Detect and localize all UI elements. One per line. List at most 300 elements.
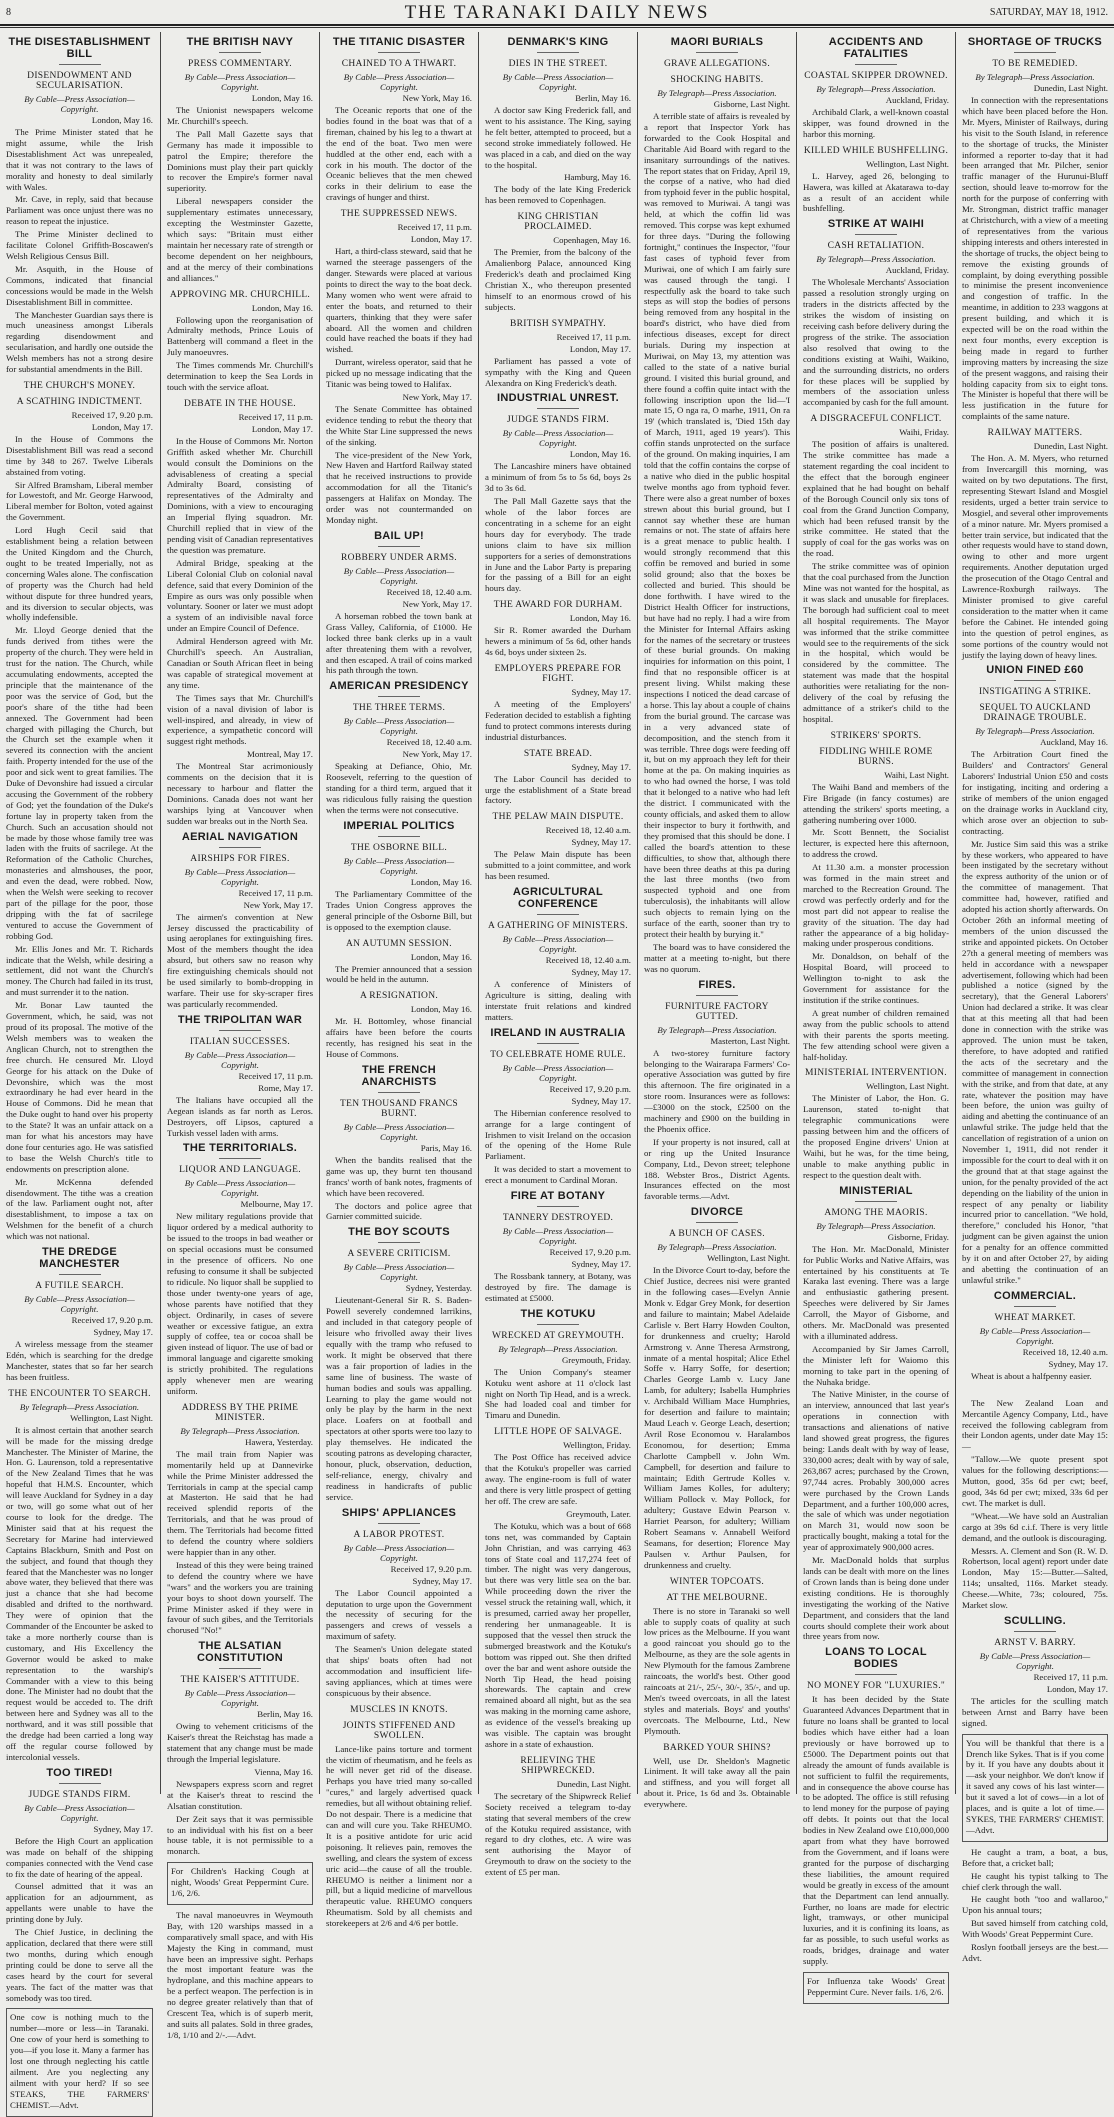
article-dateline: London, May 16. (410, 1004, 472, 1015)
article-paragraph: Mr. Bonar Law taunted the Government, which, he said, was not proud of its proposal. The motive of the Welsh members was to weaken the Anglican Church, not to strengthen the free church. He censured Mr. Lloyd George for his attack on the Duke of Devonshire, which was the most extraordinary he had ever heard in the House of Commons. Did he mean that the Duke ought to hand over his property to the State? It was an unfair attack on a man for what his ancestors may have done four centuries ago. He was satisfied to base the Welsh Church's title to endowments on prescription alone. (6, 1000, 153, 1174)
article-subheading: JUDGE STANDS FIRM. (506, 415, 610, 426)
article-dateline: Rome, May 17. (258, 1082, 313, 1093)
article-paragraph: The Times says that Mr. Churchill's vision of a naval division of labor is well-inspired, and already, in view of experience, a sympathetic concord will suggest right methods. (167, 692, 313, 747)
article-paragraph: The Chief Justice, in declining the application, declared that there were still two months, during which enough printing could be done to serve all the cases heard by the court for several years. The fact of the matter was that somebody was too tired. (6, 1927, 153, 2003)
headline-rule (537, 408, 579, 409)
article-byline: By Cable—Press Association—Copyright. (24, 1294, 135, 1315)
article-subheading: KILLED WHILE BUSHFELLING. (803, 145, 949, 156)
article-byline: By Telegraph—Press Association. (19, 1401, 140, 1412)
article-subheading: DISENDOWMENT AND SECULARISATION. (27, 71, 132, 91)
article-subheading: A DISGRACEFUL CONFLICT. (810, 414, 942, 425)
article-dateline: Wellington, Last Night. (70, 1412, 153, 1423)
headline-rule (378, 546, 420, 547)
article-headline: AERIAL NAVIGATION (181, 830, 299, 843)
article-headline: THE TERRITORIALS. (182, 1142, 298, 1155)
article-paragraph: The Pelaw Main dispute has been submitted to a joint committee, and work has been resumed. (485, 849, 631, 882)
article-paragraph: Lieutenant-General Sir R. S. Baden-Powell severely condemned larrikins, and included in that category people of leisure who frivolled away their lives equally with the tramp who refused to work. It might be observed that there was a fair proportion of ladies in the same line of business. The waste of human bodies and souls was appalling. Learning to play the game would not only be play by the harm in the next place. Loafers on at football and spectators at other sports were too lazy to play themselves. He indicated the scouting patrons as developing character, honour, pluck, observation, deduction, self-reliance, energy, chivalry and readiness in handicrafts of public service. (326, 1295, 472, 1502)
article-dateline: London, May 17. (1046, 1683, 1108, 1694)
article-subheading: WHEAT MARKET. (994, 1312, 1076, 1323)
article-headline: FIRES. (698, 978, 736, 991)
article-paragraph: The New Zealand Loan and Mercantile Agency Company, Ltd., have received the following cablegram from their London agents, under date May 15:— (962, 1397, 1108, 1452)
article-dateline: Copenhagen, May 16. (553, 235, 631, 246)
article-paragraph: If your property is not insured, call at or ring up the United Insurance Company, Ltd., Devon street; telephone 188. Webster Bros., District Agents. Insurances effected on the most favorable terms.—Advt. (644, 1136, 790, 1202)
headline-rule (59, 1274, 101, 1275)
article-paragraph: Mr. Scott Bennett, the Socialist lecturer, is expected here this afternoon, to address the crowd. (803, 827, 949, 860)
headline-rule (696, 52, 738, 53)
article-paragraph: The Lancashire miners have obtained a minimum of from 5s to 5s 6d, boys 2s 3d to 3s 6d. (485, 461, 631, 494)
article-paragraph: Mr. Justice Sim said this was a strike by these workers, who appeared to have been instigated by the secretary without the express authority of the union or of the committee of management. That committee had, however, ratified and adopted his action shortly afterwards. On October 26th an informal meeting of members of the union discussed the strike and appointed pickets. On October 27th a general meeting of members was held in accordance with a newspaper advertisement, following which had been published a notice (signed by the secretary), that the General Laborers' Union had declared a strike. It was clear that at this meeting all that had been done in connection with the strike was approved. The union must be taken, therefore, to have adopted and ratified the acts of the secretary and the committee of management in connection with the strike, and from that date, at any rate, whatever the position may have been before, the union was guilty of aiding and abetting the continuance of an unlawful strike. The judge held that the cancellation of registration of a union on November 1, 1911, did not render it impossible for the court to deal with it on the ground that at that stage against the union, for the penalty provided of the act depending on the liability of the union in respect of any penalty or liability incurred prior to cancellation. "We hold, therefore," concluded his Honor, "that judgment can be given against the union for a penalty for an offence committed by it on and after October 27, by aiding and abetting the continuation of an unlawful strike." (962, 838, 1108, 1285)
article-headline: INDUSTRIAL UNREST. (497, 392, 619, 405)
article-subheading: A SCATHING INDICTMENT. (16, 396, 143, 407)
article-paragraph: There is no store in Taranaki so well able to supply coats of quality at such low prices as the Melbourne. If you want a good raincoat you should go to the Melbourne, as they are the sole agents in New Plymouth for the famous Zambrene raincoats, the world's best. Other good raincoats at 21/-, 25/-, 30/-, 35/-, and up. Men's tweed overcoats, in all the latest styles and materials. Boys' and youths' overcoats. The Melbourne, Ltd., New Plymouth. (644, 1605, 790, 1736)
article-byline: By Cable—Press Association—Copyright. (343, 1121, 455, 1142)
article-paragraph: The Arbitration Court fined the Builders' and Contractors' General Laborers' Industrial Union £50 and costs for instigating, inciting and ordering a strike of members of the union engaged on the drainage works in Auckland city, which arose over an objection to sub-contracting. (962, 749, 1108, 836)
article-headline: AGRICULTURAL CONFERENCE (512, 886, 604, 911)
article-paragraph: Mr. Lloyd George denied that the funds derived from tithes were the property of the church. They were held in trust for the nation. The Church, while accumulating endowments, accepted the principle that the maintenance of the poor was the service of God, but the poor's share of the tithe had been annexed. The Government had been charged with pillaging the Church, but the Church set the example when it severed its connection with the ancient faith. Property intended for the use of the poor and sick went to great families. The Duke of Devonshire had issued a circular accusing the Government of the robbery of God; yet the foundation of the Duke's fortune lay in property taken from the Church. Such an accusation should not be made by those whose family tree was laden with the fruits of sacrilege. At the Reformation of the Catholic Churches, monasteries and almshouses, the poor, and even the dead, were robbed. Now, when the Welsh were seeking to recover part of the pillage for the poor, those dripping with the fat of sacrilege ventured to accuse the Government of robbing God. (6, 625, 153, 941)
article-subheading: AIRSHIPS FOR FIRES. (190, 853, 290, 864)
article-paragraph: The strike committee was of opinion that the coal purchased from the Junction Mine was not wanted for the hospital, as it was slack and unusable for fireplaces. The borough had sufficient coal to meet all hospital requirements. The Mayor was informed that the strike committee would see to the requirements of the sick in the hospital, which would be considered by the committee. The statement was made that the hospital authorities were retaliating for the non-delivery of the coal by refusing the admittance of a striker's child to the hospital. (803, 561, 949, 724)
article-dateline: Received 17, 11 p.m. (238, 887, 313, 898)
article-headline: LOANS TO LOCAL BODIES (825, 1646, 927, 1671)
article-dateline: New York, May 16. (402, 93, 472, 103)
headline-rule (1014, 1631, 1056, 1632)
article-paragraph: A meeting of the Employers' Federation decided to establish a fighting fund to protect commons interests during industrial disturbances. (485, 699, 631, 742)
article-dateline: London, May 17. (410, 234, 472, 245)
article-paragraph: Admiral Henderson agreed with Mr. Churchill's speech. An Australian, Canadian or South African fleet in being was capable of strategical movement at any time. (167, 636, 313, 690)
article-byline: By Cable—Press Association—Copyright. (502, 1226, 614, 1247)
article-headline: FIRE AT BOTANY (510, 1190, 606, 1203)
article-subheading: STRIKERS' SPORTS. (830, 730, 922, 741)
article-dateline: Hamburg, May 16. (564, 172, 631, 183)
article-subheading: A FUTILE SEARCH. (35, 1281, 124, 1292)
article-subheading: RAILWAY MATTERS. (987, 428, 1083, 439)
headline-rule (219, 52, 261, 53)
article-subheading: LITTLE HOPE OF SALVAGE. (494, 1427, 622, 1438)
article-paragraph: A great number of children remained away from the public schools to attend with their parents the sports meeting. The few attending school were given a half-holiday. (803, 1007, 949, 1062)
article-dateline: Berlin, May 16. (257, 1709, 313, 1720)
article-paragraph: A horseman robbed the town bank at Grass Valley, California, of £1000. He locked three bank clerks up in a vault after threatening them with a revolver, and then escaped. A trail of coins marked his path through the town. (326, 610, 472, 676)
article-subheading: MUSCLES IN KNOTS. (350, 1704, 448, 1715)
article-paragraph: The Rossbank tannery, at Botany, was destroyed by fire. The damage is estimated at £5000. (485, 1271, 631, 1303)
article-paragraph: The Pall Mall Gazette says that Germany has made it impossible to patrol the Empire; therefore the Dominions must play their part quickly to recover the Empire's former naval superiority. (167, 128, 313, 194)
article-paragraph: Well, use Dr. Sheldon's Magnetic Liniment. It will take away all the pain and stiffness, and you will forget all about it. Price, 1s 6d and 3s. Obtainable everywhere. (644, 1755, 790, 1810)
article-paragraph: The Wholesale Merchants' Association passed a resolution strongly urging on traders in the districts affected by the strikes the wisdom of insisting on receiving cash before delivery during the progress of the strike. The association also resolved that owing to the conditions existing at Waihi, Waikino, and the surrounding districts, no orders for these places will be supplied by members of the association unless accompanied by cash for the full amount. (803, 277, 950, 408)
headline-rule (59, 64, 101, 65)
article-subheading: THE SUPPRESSED NEWS. (340, 209, 458, 220)
headline-rule (537, 914, 579, 915)
article-subheading: THE KAISER'S ATTITUDE. (180, 1675, 300, 1686)
article-subheading: COASTAL SKIPPER DROWNED. (804, 71, 948, 81)
article-paragraph: New military regulations provide that liquor ordered by a medical authority to be issued to the troops in bad weather or on special occasions must be consumed in the presence of officers. No one refusing to consume it shall be subjected to ridicule. No liquor shall be supplied to those under twenty-one years of age, whose parents have notified that they object. Ordinarily, in cases of severe weather or excessive fatigue, an extra supply of coffee, tea or cocoa shall be given instead of liquor. The use of bad or immoral language and cigarette smoking is strictly prohibited. The regulations apply whenever men are wearing uniform. (167, 1211, 313, 1396)
article-subheading: THE THREE TERMS. (352, 703, 446, 714)
article-paragraph: Owing to vehement criticisms of the Kaiser's threat the Reichstag has made a statement that any change must be made through the Imperial legislature. (167, 1721, 313, 1764)
article-paragraph: Roslyn football jerseys are the best.—Advt. (962, 1942, 1108, 1963)
masthead-rule (0, 27, 1114, 28)
article-headline: SCULLING. (1004, 1614, 1066, 1627)
article-byline: By Telegraph—Press Association. (816, 254, 936, 265)
article-subheading: APPROVING MR. CHURCHILL. (169, 289, 311, 300)
column-4 (478, 32, 637, 1878)
article-paragraph: A terrible state of affairs is revealed by a report that Inspector York has forwarded to the Cook Hospital and Charitable Aid Board with regard to the insanitary surroundings of the natives. The report states that on Friday, April 19, the corpse of a native, who had died from typhoid fever in the public hospital, was removed to Muriwai. A tangi was held, at which the coffin lid was removed. This corpse was kept exhumed for three days. "During the following fortnight," continues the Inspector, "four fast cases of typhoid fever from Muriwai, one of which I am fairly sure was caused through the tangi. I respectfully ask the board to take such steps as will stop the bodies of persons being removed from any hospital in the board's district, who have died from infectious diseases, except for direct burials. During my inspection at Muriwai, on May 13, my attention was called to the state of a native burial ground. I visited this burial ground, and there found a coffin quite intact with the following inscription upon the lid—'I mate 15, O nga ra, O marhe, 1911, On ra 19' (which translated is, 'Died 15th day of March, 1911, aged 19 years'). This coffin stands unprotected on the surface of the ground. On making inquiries, I am told that the coffin contains the corpse of a native who died in the public hospital twelve months ago from typhoid fever. There were also a great number of boxes strewn about this burial ground, but I cannot say whether these are human remains or not. The state of affairs here is a great menace to public health. I would strongly recommend that this coffin be removed and buried in some solid ground; also that the boxes be collected and buried. This should be done forthwith. I have wired to the District Health Officer for instructions, but have had no reply. I had a wire from the Minister for Internal Affairs asking for the names of the secretary or trustees of these burial grounds. On making inquiries for information on this point, I find that no responsible officer is at present living. Whilst making these inspections I noticed the dead carcase of a horse. This lay about a couple of chains from the burial ground. The carcase was in a very advanced state of decomposition, and the stench from it was terrible. Three dogs were feeding off it, but on my approach they left for their home at the pa. On making inquiries as to who had owned the horse, I was told that it belonged to a native who had left the district. I communicated with the county officials, and asked them to allow their inspector to bury it forthwith, and they promised that this should be done. I called the board's attention to these difficulties, to show that, although there have been three deaths at this pa during the last three months (two from suspected typhoid and one from tuberculosis), the inhabitants will allow such objects to remain lying on the surface of the earth, sooner than try to protect their health by burying it." (644, 111, 790, 939)
article-byline: By Cable—Press Association—Copyright. (184, 72, 296, 92)
article-paragraph: The Hon. Mr. MacDonald, Minister for Public Works and Native Affairs, was entertained by his constituents at Te Karaka last evening. There was a large and enthusiastic gathering present. Speeches were delivered by Sir James Carroll, the Mayor of Gisborne, and others. Mr. MacDonald was presented with a illuminated address. (803, 1243, 949, 1341)
article-subheading: AMONG THE MAORIS. (824, 1207, 928, 1218)
article-paragraph: The doctors and police agree that Garnier committed suicide. (326, 1200, 472, 1222)
article-paragraph: The Prime Minister declined to facilitate Colonel Griffith-Boscawen's Welsh Religious Census Bill. (6, 229, 153, 261)
article-subheading: INSTIGATING A STRIKE. (978, 687, 1092, 698)
article-subheading: PRESS COMMENTARY. (188, 59, 292, 69)
article-paragraph: The Post Office has received advice that the Kotuku's propeller was carried away. The engine-room is full of water and there is very little prospect of getting her off. The crew are safe. (485, 1452, 631, 1506)
article-headline: THE DISESTABLISHMENT BILL (8, 36, 151, 60)
article-subheading: WINTER TOPCOATS. (669, 1576, 765, 1587)
headline-rule (1014, 680, 1056, 681)
article-dateline: London, May 16. (91, 115, 153, 125)
article-paragraph: Sir R. Romer awarded the Durham hewers a minimum of 5s 6d, other hands 4s 6d, boys under sixteen 2s. (485, 625, 631, 658)
headline-rule (696, 995, 738, 996)
article-paragraph: The Labor Council has decided to urge the establishment of a State bread factory. (485, 773, 631, 806)
article-headline: ACCIDENTS AND FATALITIES (828, 36, 924, 60)
article-headline: THE BRITISH NAVY (186, 36, 294, 48)
article-paragraph: He caught his typist talking to The chief clerk through the wall. (962, 1870, 1108, 1892)
article-dateline: Dunedin, Last Night. (556, 1778, 631, 1789)
article-paragraph: Archibald Clark, a well-known coastal skipper, was found drowned in the harbor this morning. (803, 107, 949, 139)
article-paragraph: The Premier, from the balcony of the Amalienborg Palace, announced King Frederick's death and proclaimed King Christian X., who thereupon presented himself to an enormous crowd of his subjects. (485, 247, 631, 312)
article-dateline: Dunedin, Last Night. (1033, 441, 1108, 452)
article-subheading: TANNERY DESTROYED. (502, 1213, 614, 1224)
article-dateline: Sydney, May 17. (571, 687, 631, 697)
headline-rule (378, 1242, 420, 1243)
spacer (962, 1384, 1108, 1398)
headline-rule (696, 1222, 738, 1223)
article-headline: TOO TIRED! (46, 1766, 113, 1779)
article-headline: THE ALSATIAN CONSTITUTION (196, 1640, 284, 1665)
article-subheading: A GATHERING OF MINISTERS. (488, 921, 628, 932)
article-byline: By Cable—Press Association—Copyright. (502, 72, 614, 92)
article-paragraph: The Union Company's steamer Kotuku went ashore at 11 o'clock last night on North Tip Head, and is a wreck. She had loaded coal and timber for Timaru and Dunedin. (485, 1366, 631, 1421)
article-paragraph: Liberal newspapers consider the supplementary estimates unnecessary, excepting the Westminster Gazette, which says: "Britain must either maintain her necessary rate of strength or become dependent on her neighbours, and at the mercy of their combinations and alliances." (167, 196, 313, 283)
article-paragraph: The body of the late King Frederick has been removed to Copenhagen. (485, 184, 631, 206)
article-paragraph: "Wheat.—We have sold an Australian cargo at 39s 6d c.i.f. There is very little demand, and the outlook is discouraging. (962, 1510, 1108, 1543)
article-dateline: Sydney, May 17. (1048, 1358, 1108, 1369)
article-paragraph: The Times commends Mr. Churchill's determination to keep the Sea Lords in touch with the service afloat. (167, 360, 313, 392)
article-paragraph: Mr. McKenna defended disendowment. The tithe was a creation of the law. Parliament ought not, after disestablishment, to impose a tax on Welshmen for the benefit of a church which was not national. (6, 1176, 153, 1242)
headline-rule (855, 234, 897, 235)
article-dateline: Greymouth, Later. (566, 1508, 631, 1519)
article-dateline: Montreal, May 17. (247, 749, 313, 760)
article-byline: By Cable—Press Association—Copyright. (979, 1650, 1091, 1671)
article-paragraph: The Hon. A. M. Myers, who returned from Invercargill this morning, was waited on by two deputations. The first, representing Stewart Island and Mosgiel residents, urged a better train service to Mosgiel, and several other improvements of a minor nature. Mr. Myers promised a better train service, but indicated that the other requests would have to stand down, owing to other and more urgent requirements. Another deputation urged the prosecution of the Otago Central and Lawrence-Roxburgh railways. The Minister promised to give careful consideration to the matter when it came before the Cabinet. He intended going into the question of petrol engines, as some portions of the country would not justify the laying down of heavy lines. (962, 453, 1108, 660)
article-dateline: Received 17, 9.20 p.m. (549, 1083, 631, 1094)
article-byline: By Cable—Press Association—Copyright. (184, 1049, 296, 1070)
article-subheading: DIES IN THE STREET. (508, 59, 608, 69)
article-headline: THE TRIPOLITAN WAR (177, 1013, 303, 1026)
article-paragraph: The Premier announced that a session would be held in the autumn. (326, 963, 472, 985)
headline-rule (219, 847, 261, 848)
article-subheading: GRAVE ALLEGATIONS. (663, 59, 771, 69)
article-byline: By Cable—Press Association—Copyright. (502, 428, 614, 449)
advertisement-text: One cow is nothing much to the number—more or less—in Taranaki. One cow of your herd is something to you—if you lose it. Many a farmer has lost one through neglecting his cattle ailment. Are you neglecting any ailment with your herd? If so see STEAKS, THE FARMERS' CHEMIST.—Advt. (10, 2012, 149, 2110)
headline-rule (378, 1523, 420, 1524)
article-headline: SHIPS' APPLIANCES (341, 1506, 457, 1519)
article-byline: By Cable—Press Association—Copyright. (343, 1262, 455, 1283)
article-dateline: Vienna, May 16. (254, 1766, 313, 1777)
article-dateline: London, May 16. (410, 951, 472, 962)
article-paragraph: The Minister of Labor, the Hon. G. Laurenson, stated to-night that telegraphic communications were passing between him and the officers of the proposed Engine drivers' Union at Waihi, but he was, for the time being, unable to make anything public in respect to the question dealt with. (803, 1093, 949, 1180)
article-byline: By Cable—Press Association—Copyright. (502, 1062, 614, 1083)
article-paragraph: The Parliamentary Committee of the Trades Union Congress approves the general principle of the Osborne Bill, but is opposed to the exemption clause. (326, 888, 472, 932)
article-paragraph: Newspapers express scorn and regret at the Kaiser's threat to rescind the Alsatian constitution. (167, 1778, 313, 1811)
column-5 (637, 32, 796, 1810)
article-paragraph: A two-storey furniture factory belonging to the Wairarapa Farmers' Co-operative Association was gutted by fire this afternoon. The fire originated in a store room. Insurances were as follows:—£3000 on the stock, £2500 on the machinery and £900 on the building in the Phoenix office. (644, 1047, 790, 1134)
article-byline: By Telegraph—Press Association. (657, 1024, 777, 1035)
article-paragraph: The articles for the sculling match between Arnst and Barry have been signed. (962, 1695, 1108, 1728)
article-byline: By Cable—Press Association—Copyright. (343, 855, 455, 876)
advertisement-text: For Children's Hacking Cough at night, Woods' Great Peppermint Cure. 1/6, 2/6. (171, 1866, 309, 1899)
article-headline: MINISTERIAL (839, 1184, 913, 1197)
headline-rule (537, 1043, 579, 1044)
article-paragraph: The Labor Council appointed a deputation to urge upon the Government the necessity of securing for the passengers and crews of vessels a maximum of safety. (326, 1587, 472, 1642)
article-paragraph: Lance-like pains torture and torment the victim of rheumatism, and he feels as he will never get rid of the disease. Perhaps you have tried many so-called "cures," and largely advertised quack remedies, but all without obtaining relief. Do not despair. There is a medicine that can and will cure you. Take RHEUMO. It is a positive antidote for uric acid poisoning. It relieves pain, removes the swelling, and clears the system of excess uric acid—the cause of all the trouble. RHEUMO is neither a liniment nor a pill, but a liquid medicine of marvellous therapeutic value. RHEUMO conquers Rheumatism. Sold by all chemists and storekeepers at 2/6 and 4/6 per bottle. (326, 1743, 472, 1929)
article-subheading: ITALIAN SUCCESSES. (189, 1036, 291, 1047)
article-paragraph: The Hibernian conference resolved to arrange for a large contingent of Irishmen to visit Ireland on the occasion of the opening of the Home Rule Parliament. (485, 1107, 631, 1162)
article-paragraph: He caught a tram, a boat, a bus, Before that, a cricket ball; (962, 1846, 1108, 1868)
headline-rule (59, 1783, 101, 1784)
article-byline: By Cable—Press Association—Copyright. (343, 716, 455, 737)
article-dateline: London, May 16. (410, 876, 472, 887)
article-subheading: JOINTS STIFFENED AND SWOLLEN. (342, 1720, 456, 1741)
article-dateline: London, May 16. (569, 449, 631, 460)
headline-rule (855, 1201, 897, 1202)
article-paragraph: Following upon the reorganisation of Admiralty methods, Prince Louis of Battenberg will command a fleet in the July manoeuvres. (167, 314, 313, 358)
page-number: 8 (6, 7, 11, 18)
article-byline: By Cable—Press Association—Copyright. (343, 72, 455, 92)
article-paragraph: When the bandits realised that the game was up, they burnt ten thousand francs' worth of bank notes, fragments of which have been recovered. (326, 1154, 472, 1198)
article-dateline: Masterton, Last Night. (710, 1035, 790, 1046)
article-dateline: Sydney, May 17. (412, 1575, 472, 1586)
article-paragraph: The airmen's convention at New Jersey discussed the practicability of using aeroplanes for extinguishing fires. Most of the members thought the idea absurd, but others saw no reason why fire extinguishing chemicals should not be used similarly to bomb-dropping in warfare. Their use for sky-scraper fires was particularly recommended. (167, 911, 313, 1009)
newspaper-title: THE TARANAKI DAILY NEWS (404, 2, 710, 23)
article-subheading: TO BE REMEDIED. (992, 59, 1078, 69)
issue-date: SATURDAY, MAY 18, 1912. (989, 7, 1108, 18)
article-subheading: THE AWARD FOR DURHAM. (493, 600, 623, 611)
article-byline: By Telegraph—Press Association. (657, 1242, 777, 1253)
article-subheading: ARNST V. BARRY. (994, 1637, 1076, 1648)
article-subheading: KING CHRISTIAN PROCLAIMED. (517, 212, 599, 233)
article-dateline: Gisborne, Friday. (887, 1231, 949, 1242)
article-dateline: Received 17, 9.20 p.m. (549, 1247, 631, 1258)
article-dateline: Received 17, 11 p.m. (1033, 1671, 1108, 1682)
article-paragraph: Mr. Donaldson, on behalf of the Hospital Board, will proceed to Wellington to-night to ask the Government for assistance for the institution if the strike continues. (803, 951, 949, 1005)
advertisement (962, 1734, 1108, 1842)
article-dateline: Wellington, Last Night. (866, 1081, 949, 1092)
article-paragraph: In connection with the representations which have been placed before the Hon. Mr. Myers, Minister of Railways, during his visit to the South Island, in reference to the shortage of trucks, the Minister informed a reporter to-day that it had been arranged that Mr. Pilcher, senior traffic manager of the Hurunui-Bluff section, should leave to-morrow for the north for the purpose of conferring with Mr. Strongman, district traffic manager at Christchurch, with a view of a meeting of representatives from the various shipping interests and others interested in the shortage of trucks, the object being to remove the existing grounds of complaint, by doing everything possible to minimise the present inconvenience and congestion of traffic. In the meantime, in addition to 233 waggons at present building, and which it is expected will be on the road within the next four months, every exception is being made in regard to further improving matters by increasing the size of the present waggons, and raising their holding capacity from six to eight tons. The Minister is hopeful that there will be less justification in the future for complaints of the same nature. (962, 95, 1108, 422)
article-subheading: AT THE MELBOURNE. (666, 1592, 768, 1603)
article-paragraph: The Oceanic reports that one of the bodies found in the boat was that of a fireman, chained by his leg to a thwart at the end of the boat. Two men were huddled at the other end, each with a cork in his mouth. The doctor of the Oceanic believes that the men chewed corks in their delirium to ease the cravings of hunger and thirst. (326, 105, 472, 203)
article-paragraph: Before the High Court an application was made on behalf of the shipping companies connected with the Vend case to fix the date of hearing of the appeal. (6, 1835, 153, 1879)
article-byline: By Telegraph—Press Association. (180, 1425, 300, 1436)
article-dateline: Received 17, 9.20 p.m. (390, 1563, 472, 1574)
headline-rule (378, 1092, 420, 1093)
article-dateline: Received 17, 11 p.m. (556, 331, 631, 342)
article-paragraph: The Italians have occupied all the Aegean islands as far north as Leros. Destroyers, off Lipsos, captured a Turkish vessel laden with arms. (167, 1094, 313, 1138)
article-subheading: FIDDLING WHILE ROME BURNS. (819, 746, 933, 767)
article-dateline: Received 18, 12.40 a.m. (1022, 1346, 1108, 1357)
article-headline: AMERICAN PRESIDENCY (329, 680, 469, 693)
columns-container (0, 32, 1114, 2110)
article-dateline: Waihi, Last Night. (884, 769, 949, 780)
article-paragraph: The mail train from Napier was momentarily held up at Dannevirke while the Prime Minister addressed the Territorials in camp at the special camp at Masterton. He said that he had received splendid reports of the Territorials, and that he was proud of them. The Territorials had become fitted to defend the country where soldiers were happier than in any other. (167, 1448, 313, 1557)
article-headline: DIVORCE (690, 1206, 744, 1219)
article-dateline: London, May 16. (251, 93, 313, 103)
article-paragraph: The Montreal Star acrimoniously comments on the decision that it is necessary to harbour and flatter the Dominions. Canada does not want her warships lying at Vancouver when sudden war breaks out in the North Sea. (167, 761, 313, 826)
article-subheading: WRECKED AT GREYMOUTH. (492, 1330, 624, 1341)
article-paragraph: It has been decided by the State Guaranteed Advances Department that in future no loans shall be granted to local bodies which have either had a loan previously or have borrowed up to £5000. The Department points out that already the amount of funds available is not sufficient to fulfil the requirements, and in consequence the above course has to be adopted. The office is still refusing to lend money for the purpose of paying off debts. It points out that the local bodies in New Zealand owe £10,000,000 apart from what they have borrowed from the Government, and if loans were granted for the purpose of discharging these liabilities, the amount required would be greatly in excess of the amount that the Department can lend annually. Further, no loans are made for electric light, tramways, or other municipal luxuries, and it is confining its loans, as far as possible, to such useful works as roads, bridges, drainage and water supply. (803, 1694, 949, 1967)
article-subheading: AN AUTUMN SESSION. (346, 938, 452, 949)
article-subheading: BRITISH SYMPATHY. (510, 318, 606, 329)
article-subheading: SHOCKING HABITS. (670, 75, 764, 85)
article-dateline: Received 18, 12.40 a.m. (545, 955, 631, 966)
article-subheading: DEBATE IN THE HOUSE. (184, 398, 296, 409)
article-dateline: Auckland, Friday. (885, 265, 949, 276)
article-subheading: A RESIGNATION. (359, 991, 439, 1002)
article-headline: COMMERCIAL. (993, 1289, 1077, 1302)
article-paragraph: The board was to have considered the matter at a meeting to-night, but there was no quorum. (644, 941, 790, 974)
article-dateline: Greymouth, Friday. (561, 1354, 631, 1365)
article-paragraph: Admiral Bridge, speaking at the Liberal Colonial Club on colonial naval defence, said that every Dominion of the Empire as ours was only possible when voluntary. Sooner or later we must adopt a system of an indivisible naval force under an Empire Council of Defence. (167, 557, 313, 634)
article-paragraph: Lord Hugh Cecil said that establishment being a relation between the United Kingdom and the Church, ought to be treated Imperially, not as concerning Wales alone. The confiscation of property was the Church had held without dispute for three hundred years, and its diversion to secular objects, was wholly indefensible. (6, 525, 153, 623)
article-subheading: CHAINED TO A THWART. (341, 59, 457, 69)
article-dateline: Wellington, Friday. (563, 1440, 631, 1451)
article-byline: By Telegraph—Press Association. (657, 88, 777, 98)
article-paragraph: The naval manoeuvres in Weymouth Bay, with 120 warships massed in a comparatively small space, and with His Majesty the King in command, must have been an impressive sight. Perhaps the most important feature was the hydroplane, and this machine appears to be a perfect weapon. The perfection is in no degree greater relatively than that of Crescent Tea, which is of superb merit, and suits all palates. Sold in three grades, 1/8, 1/10 and 2/-.—Advt. (167, 1909, 313, 2040)
article-dateline: London, May 16. (251, 302, 313, 313)
article-dateline: Received 17, 11 p.m. (397, 222, 472, 233)
article-byline: By Cable—Press Association—Copyright. (184, 1178, 296, 1199)
article-subheading: THE OSBORNE BILL. (350, 842, 448, 853)
advertisement (167, 1862, 313, 1905)
article-dateline: New York, May 17. (402, 598, 472, 609)
headline-rule (1014, 52, 1056, 53)
article-subheading: ROBBERY UNDER ARMS. (341, 552, 457, 563)
headline-rule (378, 696, 420, 697)
article-paragraph: Messrs. A. Clement and Son (R. W. D. Robertson, local agent) report under date London, May 15:—Butter.—Salted, 114s; unsalted, 116s. Market steady. Cheese.—White, 73s; coloured, 75s. Market slow. (962, 1545, 1108, 1611)
article-paragraph: It is almost certain that another search will be made for the missing dredge Manchester. The Minister of Marine, the Hon. G. Laurenson, told a representative of the New Zealand Times that he was hopeful that H.M.S. Encounter, which will leave Auckland for Sydney in a day or two, will go some what out of her course to look for the dredge. The Minister said that at his request the Secretary for Marine had interviewed Captains Blackburn, Smith and Post on the subject, and found that though they feared that the Manchester was no longer above water, they believed that there was just a chance that she had become disabled and drifted to the northward. They were of opinion that the Commander of the Encounter be asked to take a more northerly course than is customary, and His Excellency the Governor would be asked to make representation to the warship's Commander with a view to this being done. The Minister had no doubt that the request would be acceded to. The drift between here and Sydney was all to the northward, and it was still possible that the dredge had been carried a long way off the regular course followed by intercolonial vessels. (6, 1424, 153, 1762)
article-subheading: FURNITURE FACTORY GUTTED. (665, 1001, 769, 1022)
article-subheading: STATE BREAD. (523, 748, 593, 759)
headline-rule (219, 1158, 261, 1159)
article-dateline: Sydney, May 17. (571, 967, 631, 978)
article-paragraph: A wireless message from the steamer Edén, which is searching for the dredge Manchester, states that so far her search has been fruitless. (6, 1339, 153, 1382)
article-byline: By Telegraph—Press Association. (975, 72, 1095, 82)
article-subheading: SEQUEL TO AUCKLAND DRAINAGE TROUBLE. (979, 703, 1091, 724)
column-1 (0, 32, 159, 2110)
article-headline: THE TITANIC DISASTER (332, 36, 466, 48)
headline-rule (378, 52, 420, 53)
masthead (0, 0, 1114, 26)
article-dateline: Received 17, 9.20 p.m. (71, 1315, 153, 1326)
article-paragraph: In the Divorce Court to-day, before the Chief Justice, decrees nisi were granted in the following cases—Evelyn Annie Monk v. Edgar Grey Monk, for desertion and failure to maintain; Mabel Adelaide Carlisle v. Bert Harry Howden Coulton, for drunkenness and cruelty; Harold Armstrong v. Anne Theresa Armstrong, inmate of a mental hospital; Alice Ethel Soffe v. Harry Soffe, for desertion; Charles George Lamb v. Lucy Jane Lamb, for adultery; Isabella Humphries v. Archibald William Mace Humphries, for desertion and failure to maintain; Maud Leach v. George Leach, desertion; Avril Rose Economou v. Haralambos Economou, for desertion; Emma Charlotte Campbell v. John Wm. Campbell, for desertion and failure to maintain; Edith Gertrude Kolles v. William James Kolles, for adultery; William Pollock v. May Pollock, for adultery; Gustave Edwin Pearson v. Harriet Pearson, for adultery; William Robert Seamans v. Annabell Weiford Seamans, for desertion; Florence May Paulsen v. Arthur Paulsen, for drunkenness and cruelty. (644, 1265, 790, 1570)
article-dateline: Sydney, May 17. (571, 1259, 631, 1270)
article-subheading: TEN THOUSAND FRANCS BURNT. (340, 1098, 458, 1119)
article-paragraph: Instead of this they were being trained to defend the country where we have "wars" and the workers you are training your boys to shoot down yourself. The Prime Minister asked if they were in favour of such gibes, and the Territorials chorused "No!" (167, 1559, 313, 1636)
article-dateline: London, May 17. (569, 343, 631, 354)
article-paragraph: Wheat is about a halfpenny easier. (971, 1370, 1092, 1381)
article-dateline: New York, May 17. (402, 391, 472, 402)
article-paragraph: The Seamen's Union delegate stated that ships' boats often had not accommodation and insufficient life-saving appliances, which at times were conspicuous by their absence. (326, 1644, 472, 1698)
article-byline: By Telegraph—Press Association. (498, 1343, 618, 1354)
article-byline: By Cable—Press Association—Copyright. (184, 866, 296, 887)
article-dateline: London, May 17. (91, 421, 153, 432)
article-paragraph: Durrant, wireless operator, said that he picked up no message indicating that the Titanic was being towed to Halifax. (326, 357, 472, 390)
article-dateline: New York, May 17. (402, 749, 472, 760)
article-subheading: A BUNCH OF CASES. (669, 1229, 765, 1240)
article-paragraph: It was decided to start a movement to erect a monument to Cardinal Moran. (485, 1164, 631, 1186)
article-headline: BAIL UP! (374, 529, 424, 542)
article-dateline: Received 17, 11 p.m. (238, 1070, 313, 1081)
article-paragraph: Mr. Cave, in reply, said that because Parliament was once unjust there was no reason to repeat the injustice. (6, 194, 153, 227)
article-paragraph: Mr. MacDonald holds that surplus lands can be dealt with more on the lines of Crown lands than is being done under existing conditions. He is thoroughly investigating the working of the Native Department, and considers that the land courts should complete their work about three years from now. (803, 1555, 949, 1642)
article-subheading: RELIEVING THE SHIPWRECKED. (520, 1755, 596, 1776)
article-headline: THE FRENCH ANARCHISTS (361, 1063, 437, 1088)
article-dateline: Gisborne, Last Night. (713, 99, 790, 109)
article-paragraph: "Tallow.—We quote present spot values for the following descriptions:—Mutton, good, 35s 6d per cwt; beef, good, 34s 6d per cwt; mixed, 33s 6d per cwt. The market is dull. (962, 1454, 1108, 1508)
article-dateline: Dunedin, Last Night. (1033, 83, 1108, 93)
article-subheading: TO CELEBRATE HOME RULE. (490, 1049, 626, 1060)
article-dateline: Received 17, 9.20 p.m. (71, 409, 153, 420)
article-paragraph: Parliament has passed a vote of sympathy with the King and Queen Alexandra on King Frederick's death. (485, 355, 631, 388)
article-paragraph: A doctor saw King Frederick fall, and went to his assistance. The King, saying he felt better, attempted to proceed, but a second stroke immediately followed. He was placed in a cab, and died on the way to the hospital. (485, 105, 631, 170)
article-dateline: Hawera, Yesterday. (245, 1436, 313, 1447)
column-6 (796, 32, 955, 1997)
article-headline: IMPERIAL POLITICS (343, 819, 455, 832)
article-byline: By Telegraph—Press Association. (816, 84, 936, 94)
column-7 (955, 32, 1114, 1963)
column-3 (319, 32, 478, 1929)
article-byline: By Cable—Press Association—Copyright. (24, 1802, 135, 1823)
article-dateline: Auckland, Friday. (885, 95, 949, 105)
article-headline: THE BOY SCOUTS (348, 1226, 450, 1239)
article-byline: By Telegraph—Press Association. (816, 1220, 936, 1231)
article-headline: MAORI BURIALS (670, 36, 764, 48)
article-paragraph: The Native Minister, in the course of an interview, announced that last year's operations in connection with transactions and alienations of native land showed great progress, the figures being: Lands dealt with by way of lease, 330,000 acres; dealt with by way of sale, 263,867 acres; purchased by the Crown, 97,744 acres. Probably 300,000 acres were purchased by the Crown Lands Department, and a further 100,000 acres, the sale of which was under negotiation on March 31, would now soon be practically bought, making a total for the year of approximately 900,000 acres. (803, 1389, 949, 1553)
article-paragraph: L. Harvey, aged 26, belonging to Hawera, was killed at Akatarawa to-day as a result of an accident while bushfelling. (803, 170, 949, 214)
article-byline: By Cable—Press Association—Copyright. (184, 1688, 296, 1709)
article-byline: By Cable—Press Association—Copyright. (24, 94, 135, 114)
article-dateline: Wellington, Last Night. (707, 1253, 790, 1264)
headline-rule (219, 1030, 261, 1031)
article-subheading: A SEVERE CRITICISM. (347, 1249, 451, 1260)
article-paragraph: Counsel admitted that it was an application for an adjournment, as appellants were unable to have the printing done by July. (6, 1881, 153, 1925)
article-subheading: THE CHURCH'S MONEY. (23, 380, 136, 391)
article-dateline: Waihi, Friday. (899, 427, 949, 438)
article-headline: UNION FINED £60 (986, 664, 1084, 677)
article-dateline: Sydney, May 17. (93, 1327, 153, 1338)
article-paragraph: He caught both "too and wallaroo," Upon his annual tours; (962, 1894, 1108, 1916)
headline-rule (1014, 1306, 1056, 1307)
article-subheading: CASH RETALIATION. (827, 241, 925, 252)
article-dateline: Berlin, May 16. (575, 93, 631, 103)
headline-rule (537, 1206, 579, 1207)
article-headline: THE KOTUKU (520, 1307, 596, 1320)
advertisement-text: For Influenza take Woods' Great Peppermint Cure. Never fails. 1/6, 2/6. (807, 1975, 945, 1997)
article-byline: By Cable—Press Association—Copyright. (979, 1325, 1091, 1346)
article-paragraph: In the House of Commons Mr. Norton Griffith asked whether Mr. Churchill would consult the Dominions on the advisableness of creating a special Admiralty Board, consisting of representatives of the Admiralty and Dominions, with a view to encouraging an Imperial flying squadron. Mr. Churchill replied that in view of the pending visit of Canadian representatives the question was premature. (167, 435, 313, 555)
article-paragraph: Speaking at Defiance, Ohio, Mr. Roosevelt, referring to the question of standing for a third term, argued that it was ridiculous fully raising the question when the terms were not consecutive. (326, 761, 472, 815)
article-subheading: A LABOR PROTEST. (353, 1529, 445, 1540)
headline-rule (378, 836, 420, 837)
article-headline: STRIKE AT WAIHI (827, 218, 925, 231)
article-subheading: THE ENCOUNTER TO SEARCH. (8, 1388, 151, 1399)
